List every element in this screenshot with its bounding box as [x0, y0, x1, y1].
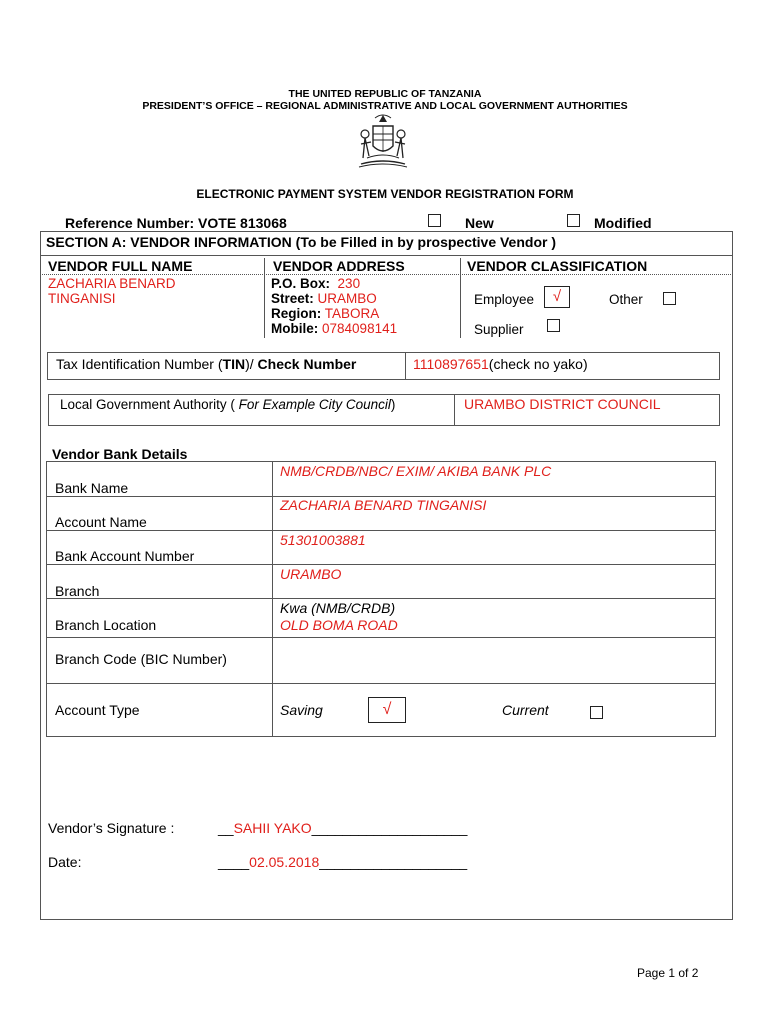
supplier-label: Supplier — [474, 322, 524, 337]
employee-checkmark: √ — [552, 288, 562, 305]
bank-table-col-divider — [272, 461, 273, 737]
date-line[interactable]: ____02.05.2018___________________ — [218, 854, 468, 870]
current-label: Current — [502, 702, 549, 718]
saving-checkbox[interactable] — [368, 697, 406, 723]
header-office: PRESIDENT’S OFFICE – REGIONAL ADMINISTRATIVE AND LOCAL GOVERNMENT AUTHORITIES — [142, 100, 628, 112]
tin-label: Tax Identification Number (TIN)/ Check Number — [56, 356, 357, 372]
coat-of-arms-icon — [353, 112, 413, 168]
saving-label: Saving — [280, 702, 323, 718]
bank-row-divider-2 — [46, 530, 716, 531]
lga-label: Local Government Authority ( For Example City Council) — [60, 397, 396, 412]
form-title: ELECTRONIC PAYMENT SYSTEM VENDOR REGISTRATION FORM — [196, 187, 574, 201]
col-vendor-address: VENDOR ADDRESS — [273, 258, 405, 274]
street: Street: URAMBO — [271, 291, 377, 306]
tin-divider — [405, 352, 406, 380]
new-label: New — [465, 215, 494, 231]
other-checkbox[interactable] — [663, 292, 676, 305]
signature-value: SAHII YAKO — [233, 820, 312, 836]
branch-value[interactable]: URAMBO — [280, 566, 342, 582]
branch-location-label: Branch Location — [55, 617, 157, 633]
date-label: Date: — [48, 854, 82, 870]
new-checkbox[interactable] — [428, 214, 441, 227]
account-number-value[interactable]: 51301003881 — [280, 532, 366, 548]
branch-code-label: Branch Code (BIC Number) — [55, 651, 227, 667]
other-label: Other — [609, 292, 643, 307]
date-value: 02.05.2018 — [249, 854, 320, 870]
col-vendor-full-name: VENDOR FULL NAME — [48, 258, 193, 274]
po-box: P.O. Box: 230 — [271, 276, 361, 291]
account-type-label: Account Type — [55, 702, 140, 718]
branch-location-line1[interactable]: Kwa (NMB/CRDB) — [280, 600, 396, 616]
lga-divider — [454, 394, 455, 426]
lga-value[interactable]: URAMBO DISTRICT COUNCIL — [464, 396, 661, 412]
vendor-col-divider-1 — [264, 258, 265, 338]
section-a-title: SECTION A: VENDOR INFORMATION (To be Filled in by prospective Vendor ) — [46, 234, 556, 250]
bank-row-divider-3 — [46, 564, 716, 565]
vendor-col-divider-2 — [460, 258, 461, 338]
header-country: THE UNITED REPUBLIC OF TANZANIA — [288, 88, 482, 100]
bank-details-title: Vendor Bank Details — [52, 446, 188, 462]
account-name-label: Account Name — [55, 514, 147, 530]
bank-name-label: Bank Name — [55, 480, 129, 496]
account-name-value[interactable]: ZACHARIA BENARD TINGANISI — [280, 497, 487, 513]
modified-label: Modified — [594, 215, 652, 231]
mobile: Mobile: 0784098141 — [271, 321, 398, 336]
bank-row-divider-4 — [46, 598, 716, 599]
section-a-divider — [40, 255, 733, 256]
vendor-name-line2: TINGANISI — [48, 291, 116, 306]
bank-name-value[interactable]: NMB/CRDB/NBC/ EXIM/ AKIBA BANK PLC — [280, 463, 552, 479]
employee-checkbox[interactable] — [544, 286, 570, 308]
supplier-checkbox[interactable] — [547, 319, 560, 332]
signature-line[interactable]: __SAHII YAKO____________________ — [218, 820, 468, 836]
vendor-name-line1: ZACHARIA BENARD — [48, 276, 176, 291]
page-number: Page 1 of 2 — [637, 966, 699, 980]
employee-label: Employee — [474, 292, 535, 307]
reference-number: Reference Number: VOTE 813068 — [65, 215, 287, 231]
saving-checkmark: √ — [382, 701, 392, 718]
modified-checkbox[interactable] — [567, 214, 580, 227]
branch-location-line2[interactable]: OLD BOMA ROAD — [280, 617, 398, 633]
branch-label: Branch — [55, 583, 100, 599]
col-vendor-classification: VENDOR CLASSIFICATION — [467, 258, 648, 274]
tin-value[interactable]: 1110897651(check no yako) — [413, 356, 588, 372]
account-number-label: Bank Account Number — [55, 548, 195, 564]
bank-row-divider-6 — [46, 683, 716, 684]
vendor-header-divider — [42, 274, 731, 275]
region: Region: TABORA — [271, 306, 380, 321]
bank-row-divider-5 — [46, 637, 716, 638]
current-checkbox[interactable] — [590, 706, 603, 719]
signature-label: Vendor’s Signature : — [48, 820, 175, 836]
